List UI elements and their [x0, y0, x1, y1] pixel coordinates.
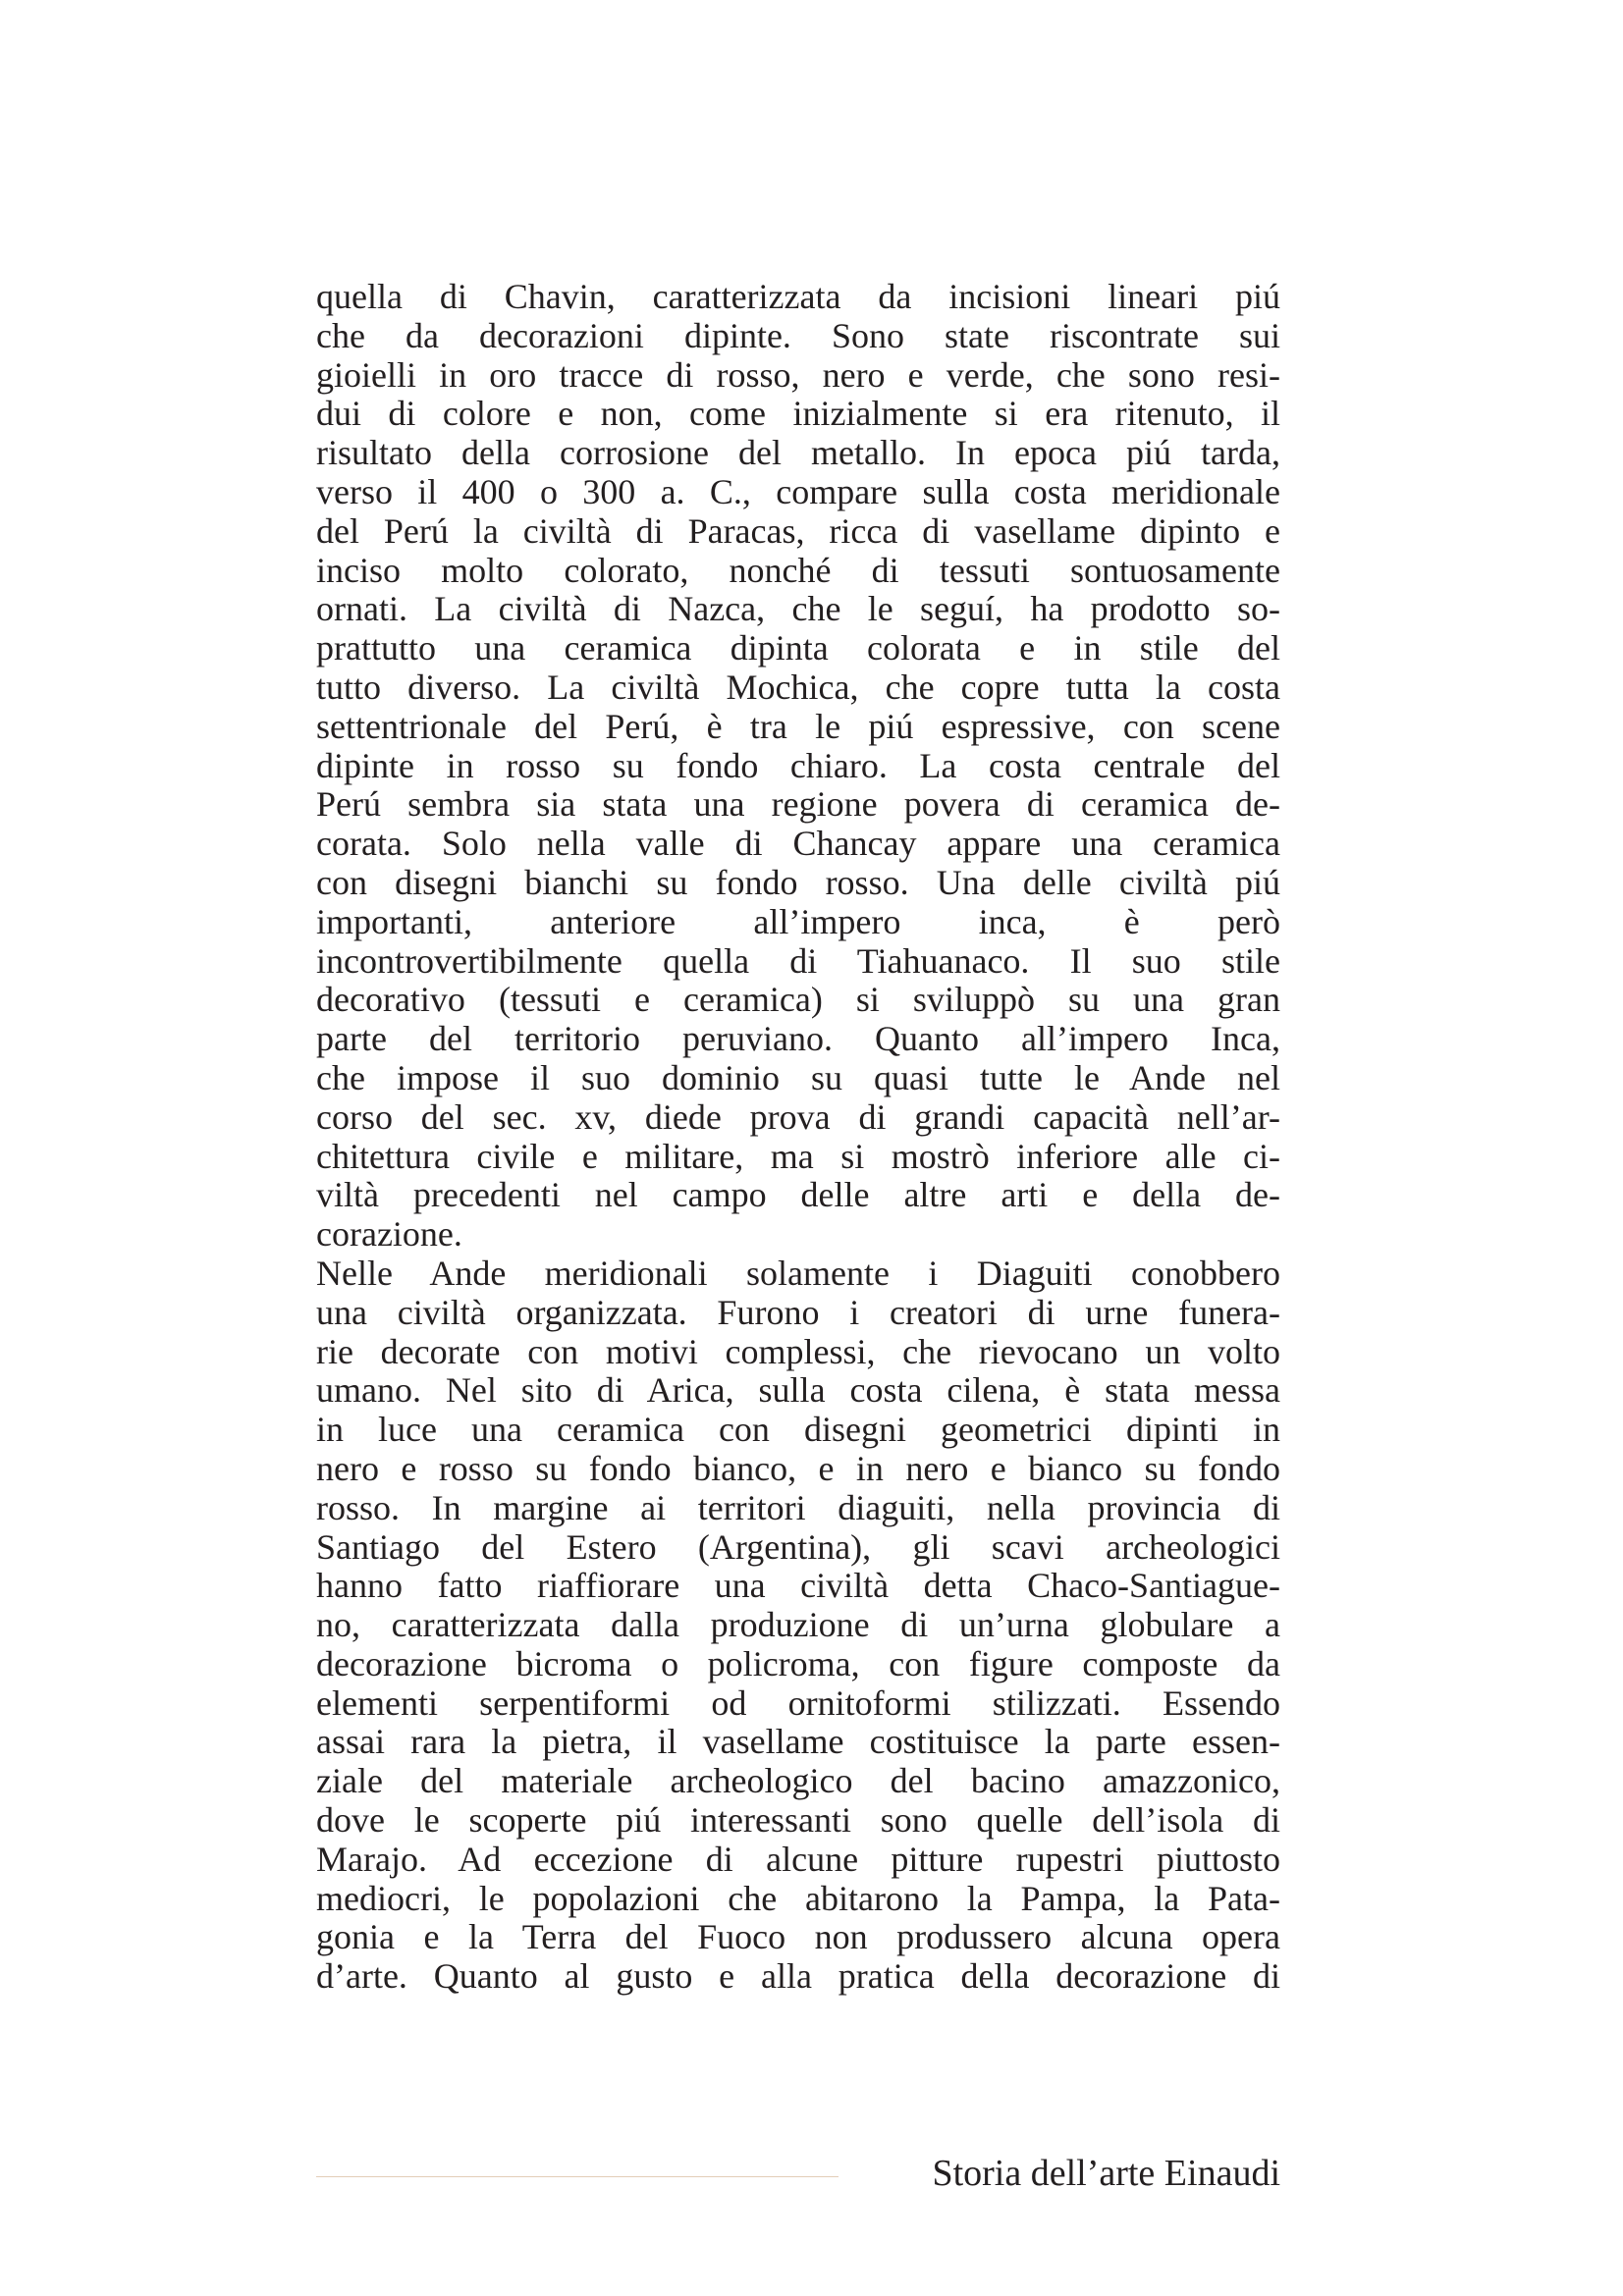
text-line: Perú sembra sia stata una regione povera di ceramica de- — [316, 784, 1280, 825]
text-line: in luce una ceramica con disegni geometrici dipinti in — [316, 1410, 1280, 1450]
text-line: viltà precedenti nel campo delle altre arti e della de- — [316, 1175, 1280, 1215]
text-line: dipinte in rosso su fondo chiaro. La costa centrale del — [316, 745, 1280, 785]
text-line: prattutto una ceramica dipinta colorata e in stile del — [316, 628, 1280, 668]
text-line: importanti, anteriore all’impero inca, è però — [316, 901, 1280, 941]
text-line: del Perú la civiltà di Paracas, ricca di vasellame dipinto e — [316, 510, 1280, 551]
text-line: inciso molto colorato, nonché di tessuti sontuosamente — [316, 550, 1280, 590]
footer-rule — [316, 2176, 839, 2177]
text-line: che da decorazioni dipinte. Sono state riscontrate sui — [316, 315, 1280, 355]
text-line: ornati. La civiltà di Nazca, che le seguí, ha prodotto so- — [316, 589, 1280, 629]
paragraph-last-line: corazione. — [316, 1214, 462, 1255]
text-line: Marajo. Ad eccezione di alcune pitture rupestri piuttosto — [316, 1839, 1280, 1879]
text-line: decorativo (tessuti e ceramica) si sviluppò su una gran — [316, 980, 1280, 1020]
text-line: no, caratterizzata dalla produzione di un’urna globulare a — [316, 1605, 1280, 1645]
text-line: dui di colore e non, come inizialmente si era ritenuto, il — [316, 394, 1280, 434]
text-line: rosso. In margine ai territori diaguiti, nella provincia di — [316, 1487, 1280, 1527]
text-line: rie decorate con motivi complessi, che rievocano un volto — [316, 1331, 1280, 1371]
text-line: con disegni bianchi su fondo rosso. Una delle civiltà piú — [316, 862, 1280, 902]
text-line: elementi serpentiformi od ornitoformi stilizzati. Essendo — [316, 1682, 1280, 1723]
text-line: Nelle Ande meridionali solamente i Diaguiti conobbero — [316, 1253, 1280, 1293]
text-line: gonia e la Terra del Fuoco non produssero alcuna opera — [316, 1917, 1280, 1957]
text-line: ziale del materiale archeologico del bacino amazzonico, — [316, 1761, 1280, 1801]
text-line: d’arte. Quanto al gusto e alla pratica della decorazione di — [316, 1956, 1280, 1997]
text-line: chitettura civile e militare, ma si mostrò inferiore alle ci- — [316, 1136, 1280, 1176]
text-line: gioielli in oro tracce di rosso, nero e verde, che sono resi- — [316, 354, 1280, 395]
text-line: Santiago del Estero (Argentina), gli scavi archeologici — [316, 1526, 1280, 1567]
text-line: che impose il suo dominio su quasi tutte le Ande nel — [316, 1057, 1280, 1097]
text-line: verso il 400 o 300 a. C., compare sulla costa meridionale — [316, 471, 1280, 511]
text-line: nero e rosso su fondo bianco, e in nero e bianco su fondo — [316, 1448, 1280, 1488]
text-line: una civiltà organizzata. Furono i creatori di urne funera- — [316, 1292, 1280, 1332]
text-line: umano. Nel sito di Arica, sulla costa cilena, è stata messa — [316, 1370, 1280, 1411]
text-line: corso del sec. xv, diede prova di grandi capacità nell’ar- — [316, 1096, 1280, 1137]
text-line: quella di Chavin, caratterizzata da incisioni lineari piú — [316, 277, 1280, 316]
text-line: hanno fatto riaffiorare una civiltà detta Chaco-Santiague- — [316, 1566, 1280, 1606]
text-line: mediocri, le popolazioni che abitarono la Pampa, la Pata- — [316, 1878, 1280, 1918]
text-line: parte del territorio peruviano. Quanto all’impero Inca, — [316, 1019, 1280, 1059]
text-line: corata. Solo nella valle di Chancay appare una ceramica — [316, 824, 1280, 864]
text-line: incontrovertibilmente quella di Tiahuanaco. Il suo stile — [316, 940, 1280, 981]
text-line: settentrionale del Perú, è tra le piú espressive, con scene — [316, 706, 1280, 746]
text-line: assai rara la pietra, il vasellame costituisce la parte essen- — [316, 1722, 1280, 1762]
publication-title: Storia dell’arte Einaudi — [932, 2153, 1280, 2194]
text-line: decorazione bicroma o policroma, con figure composte da — [316, 1643, 1280, 1683]
body-text — [316, 278, 1280, 1997]
text-line: dove le scoperte piú interessanti sono quelle dell’isola di — [316, 1800, 1280, 1841]
text-line: risultato della corrosione del metallo. In epoca piú tarda, — [316, 433, 1280, 473]
page-footer — [316, 2150, 1280, 2197]
text-line: tutto diverso. La civiltà Mochica, che copre tutta la costa — [316, 667, 1280, 707]
